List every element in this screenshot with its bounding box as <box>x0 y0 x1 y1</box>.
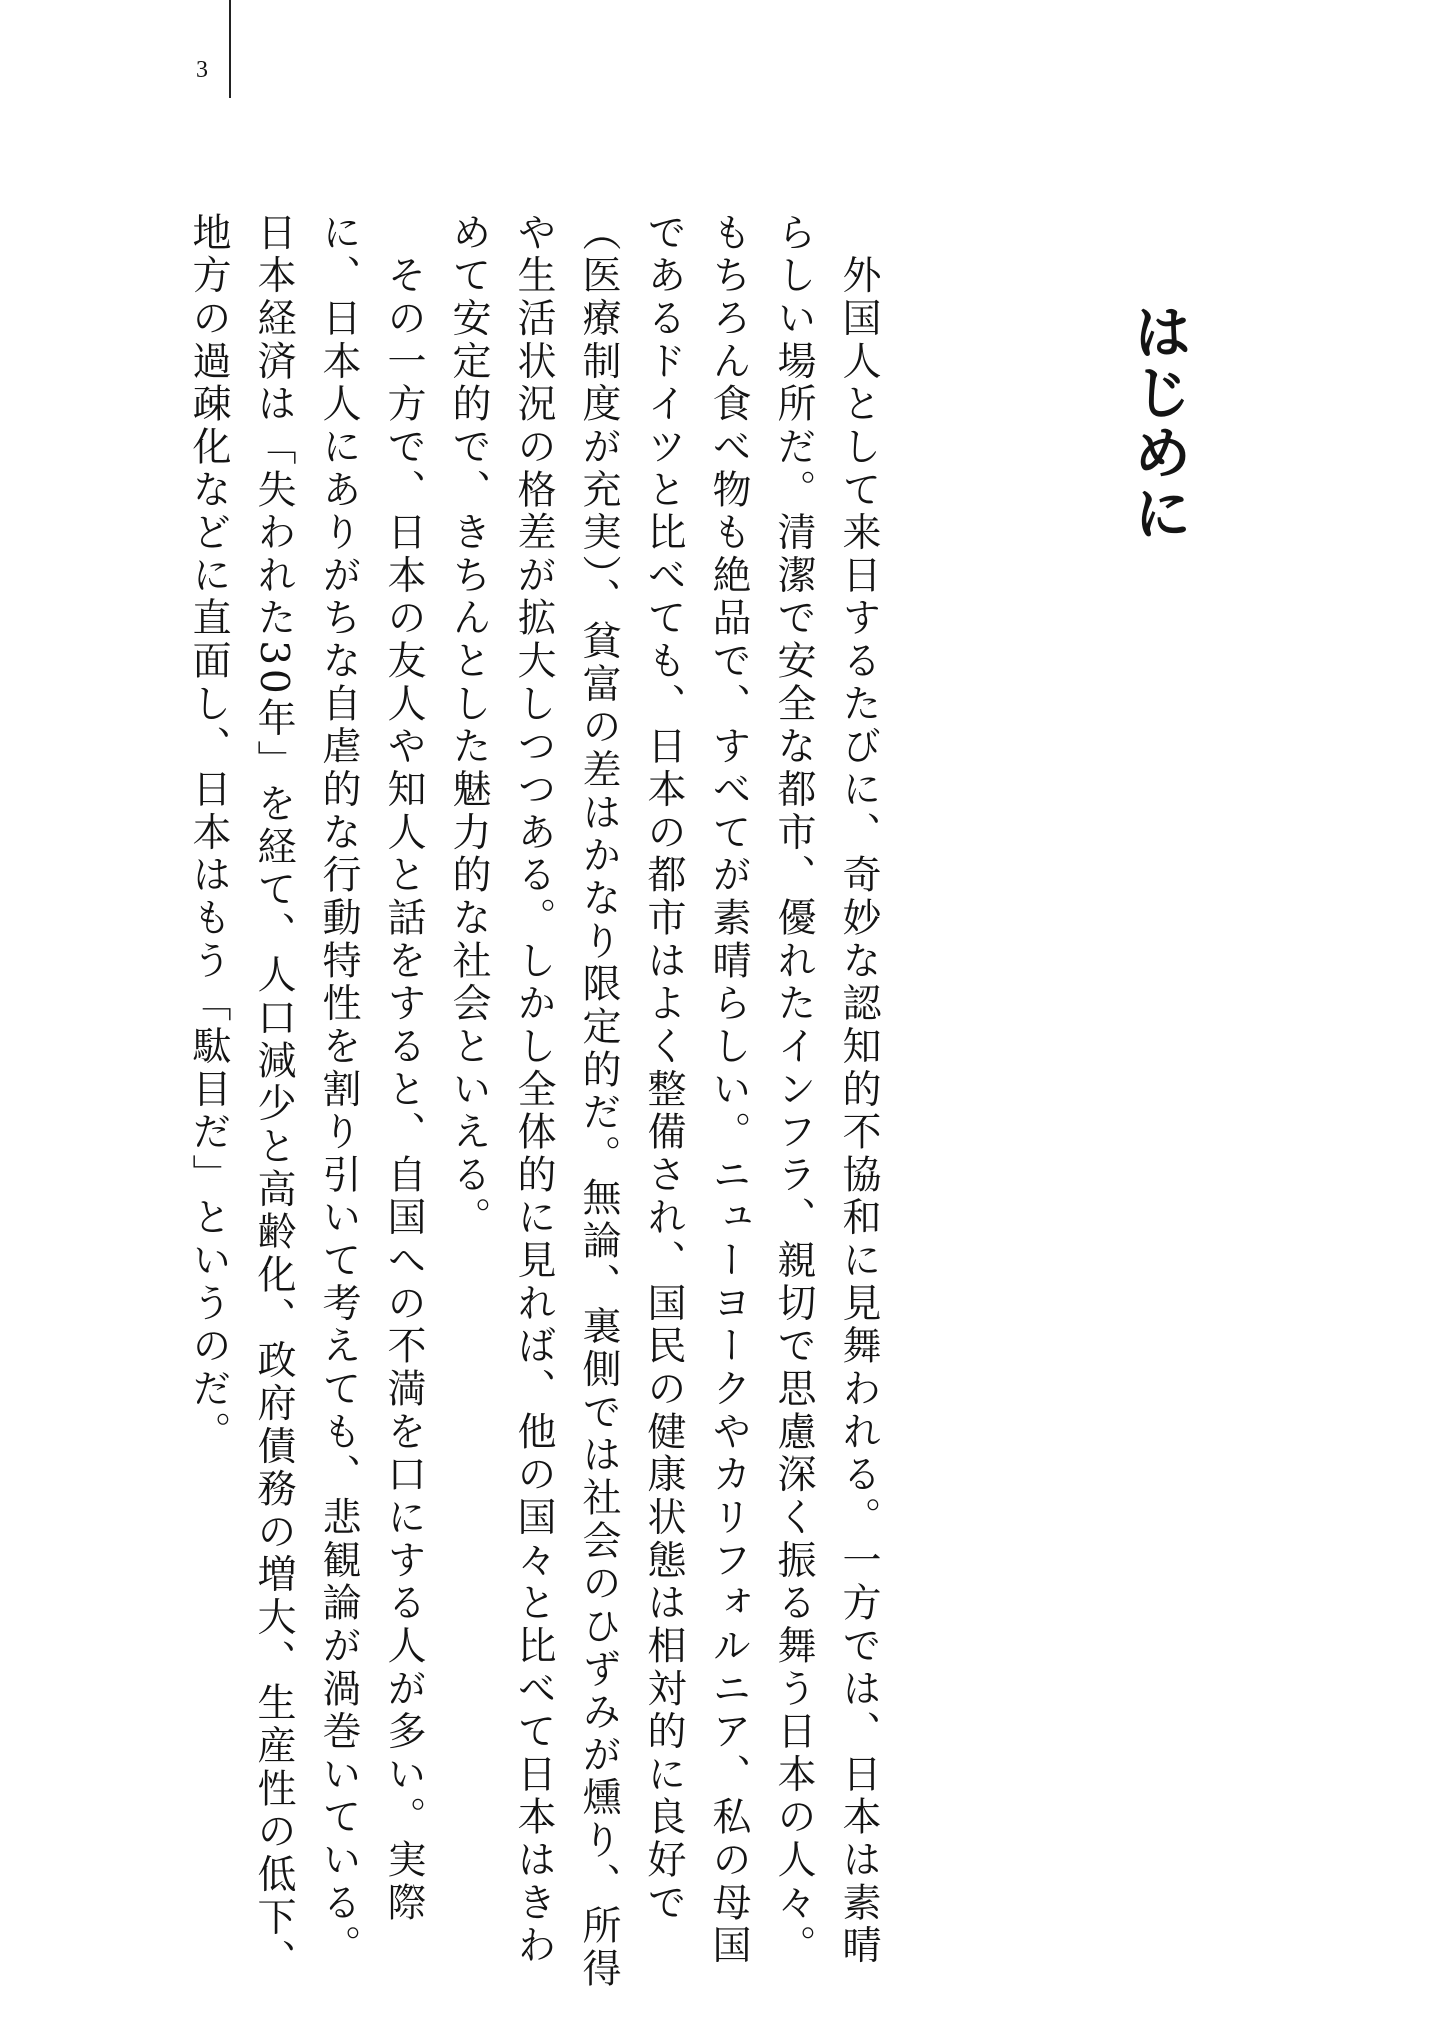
chapter-title: はじめに <box>1123 302 1192 544</box>
body-text <box>176 212 891 1992</box>
header-rule <box>229 0 231 98</box>
body-line: 外国人として来日するたびに、奇妙な認知的不協和に見舞われる。一方では、日本は素晴 <box>836 212 881 1968</box>
body-line: らしい場所だ。清潔で安全な都市、優れたインフラ、親切で思慮深く振る舞う日本の人々。 <box>771 212 816 1968</box>
body-line: （医療制度が充実）、貧富の差はかなり限定的だ。無論、裏側では社会のひずみが燻り、所得 <box>576 212 621 1992</box>
body-line: 日本経済は「失われた30年」を経て、人口減少と高齢化、政府債務の増大、生産性の低下、 <box>251 212 296 1983</box>
body-line: や生活状況の格差が拡大しつつある。しかし全体的に見れば、他の国々と比べて日本はきわ <box>511 212 556 1968</box>
body-line: に、日本人にありがちな自虐的な行動特性を割り引いて考えても、悲観論が渦巻いている。 <box>316 212 361 1968</box>
body-line: その一方で、日本の友人や知人と話をすると、自国への不満を口にする人が多い。実際 <box>381 212 426 1925</box>
body-line: もちろん食べ物も絶品で、すべてが素晴らしい。ニューヨークやカリフォルニア、私の母国 <box>706 212 751 1968</box>
page-number: 3 <box>196 57 208 83</box>
body-line: めて安定的で、きちんとした魅力的な社会といえる。 <box>446 212 491 1240</box>
body-line: であるドイツと比べても、日本の都市はよく整備され、国民の健康状態は相対的に良好で <box>641 212 686 1925</box>
body-line: 地方の過疎化などに直面し、日本はもう「駄目だ」というのだ。 <box>186 212 231 1454</box>
